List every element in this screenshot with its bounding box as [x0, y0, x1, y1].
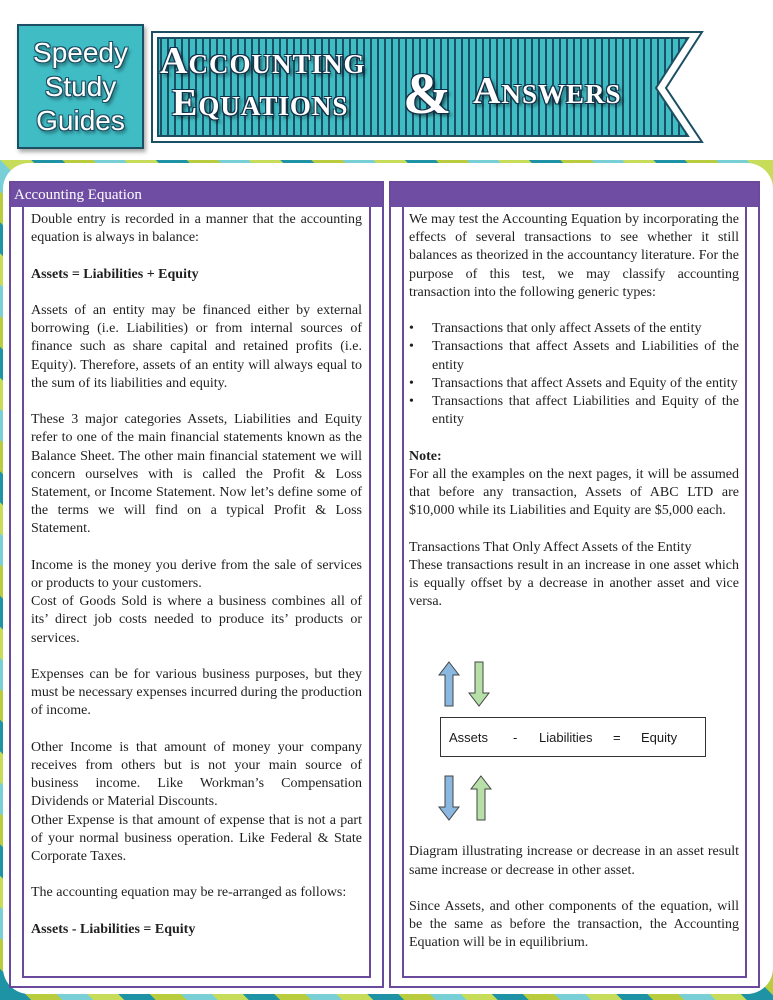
- paragraph: Assets of an entity may be financed either by external borrowing (i.e. Liabilities) or from internal sources of finance such as share capital and retained profits (i.e. Equity). Therefore, assets of an entity will always equal to the sum of its liabilities and equity.: [31, 302, 362, 391]
- title-line-3: Answers: [473, 70, 622, 112]
- transaction-types-list: [409, 320, 739, 429]
- right-column-text: [409, 211, 739, 953]
- list-item: • Transactions that affect Assets and Liabilities of the entity: [409, 338, 739, 374]
- note-label: Note:: [409, 448, 442, 464]
- paragraph: These transactions result in an increase in one asset which is equally offset by a decrease in another asset and vice versa.: [409, 557, 739, 610]
- paragraph: Expenses can be for various business purposes, but they must be necessary expenses incurred during the production of income.: [31, 667, 362, 719]
- arrow-up-green-icon: [470, 775, 492, 821]
- note-text: For all the examples on the next pages, it will be assumed that before any transaction, Assets of ABC LTD are $10,000 while its Liabilities and Equity are $5,000 each.: [409, 466, 739, 519]
- paragraph: Other Expense is that amount of expense that is not a part of your normal business operation. Like Federal & State Corporate Taxes.: [31, 812, 362, 865]
- arrow-down-green-icon: [468, 661, 490, 707]
- header: [0, 0, 773, 160]
- logo: [17, 24, 144, 149]
- equation-diagram: [420, 655, 720, 830]
- sub-heading: Transactions That Only Affect Assets of the Entity: [409, 539, 692, 555]
- right-panel-heading: [391, 183, 758, 207]
- paragraph: Cost of Goods Sold is where a business combines all of its’ direct job costs needed to produce its’ products or services.: [31, 594, 362, 646]
- paragraph: These 3 major categories Assets, Liabilities and Equity refer to one of the main financial statements known as the Balance Sheet. The other main financial statement we will concern ourselves with is called the Profit & Loss Statement, or Income Statement. Now let’s define some of the terms we will find on a typical Profit & Loss Statement.: [31, 412, 362, 537]
- title-line-2: Equations: [172, 82, 349, 124]
- title-ampersand: &: [403, 61, 453, 126]
- list-item: • Transactions that affect Assets and Equity of the entity: [409, 375, 739, 393]
- bottom-stripe: [0, 994, 773, 1000]
- equals-sign: =: [613, 730, 621, 745]
- paragraph: The accounting equation may be re-arranged as follows:: [31, 885, 347, 901]
- equation-rearranged: Assets - Liabilities = Equity: [31, 921, 196, 937]
- arrow-down-blue-icon: [438, 775, 460, 821]
- liabilities-label: Liabilities: [539, 730, 593, 745]
- paragraph: We may test the Accounting Equation by incorporating the effects of several transactions to see whether it still balances as theorized in the accountancy literature. For the purpose of this test, we may classify accounting transaction into the following generic types:: [409, 212, 739, 300]
- title-line-1: Accounting: [160, 40, 366, 82]
- equation-box: [440, 717, 706, 757]
- paragraph: Income is the money you derive from the sale of services or products to your customers.: [31, 557, 362, 591]
- paragraph: Double entry is recorded in a manner that the accounting equation is always in balance:: [31, 212, 362, 246]
- paragraph: Other Income is that amount of money your company receives from others but is not your main source of business income. Like Workman’s Compensation Dividends or Material Discounts.: [31, 739, 362, 810]
- diagram-caption: Diagram illustrating increase or decrease in an asset result same increase or decrease in other asset.: [409, 844, 739, 878]
- left-column-text: [31, 211, 362, 939]
- arrow-up-blue-icon: [438, 661, 460, 707]
- assets-label: Assets: [449, 730, 489, 745]
- left-panel-heading: Accounting Equation: [11, 183, 382, 207]
- list-item: • Transactions that only affect Assets of the entity: [409, 320, 739, 338]
- equation-basic: Assets = Liabilities + Equity: [31, 266, 199, 282]
- equity-label: Equity: [641, 730, 678, 745]
- list-item: • Transactions that affect Liabilities and Equity of the entity: [409, 393, 739, 429]
- logo-text: Speedy Study Guides: [33, 36, 128, 136]
- minus-sign: -: [513, 730, 518, 745]
- paragraph: Since Assets, and other components of the equation, will be the same as before the transaction, the Accounting Equation will be in equilibrium.: [409, 899, 739, 951]
